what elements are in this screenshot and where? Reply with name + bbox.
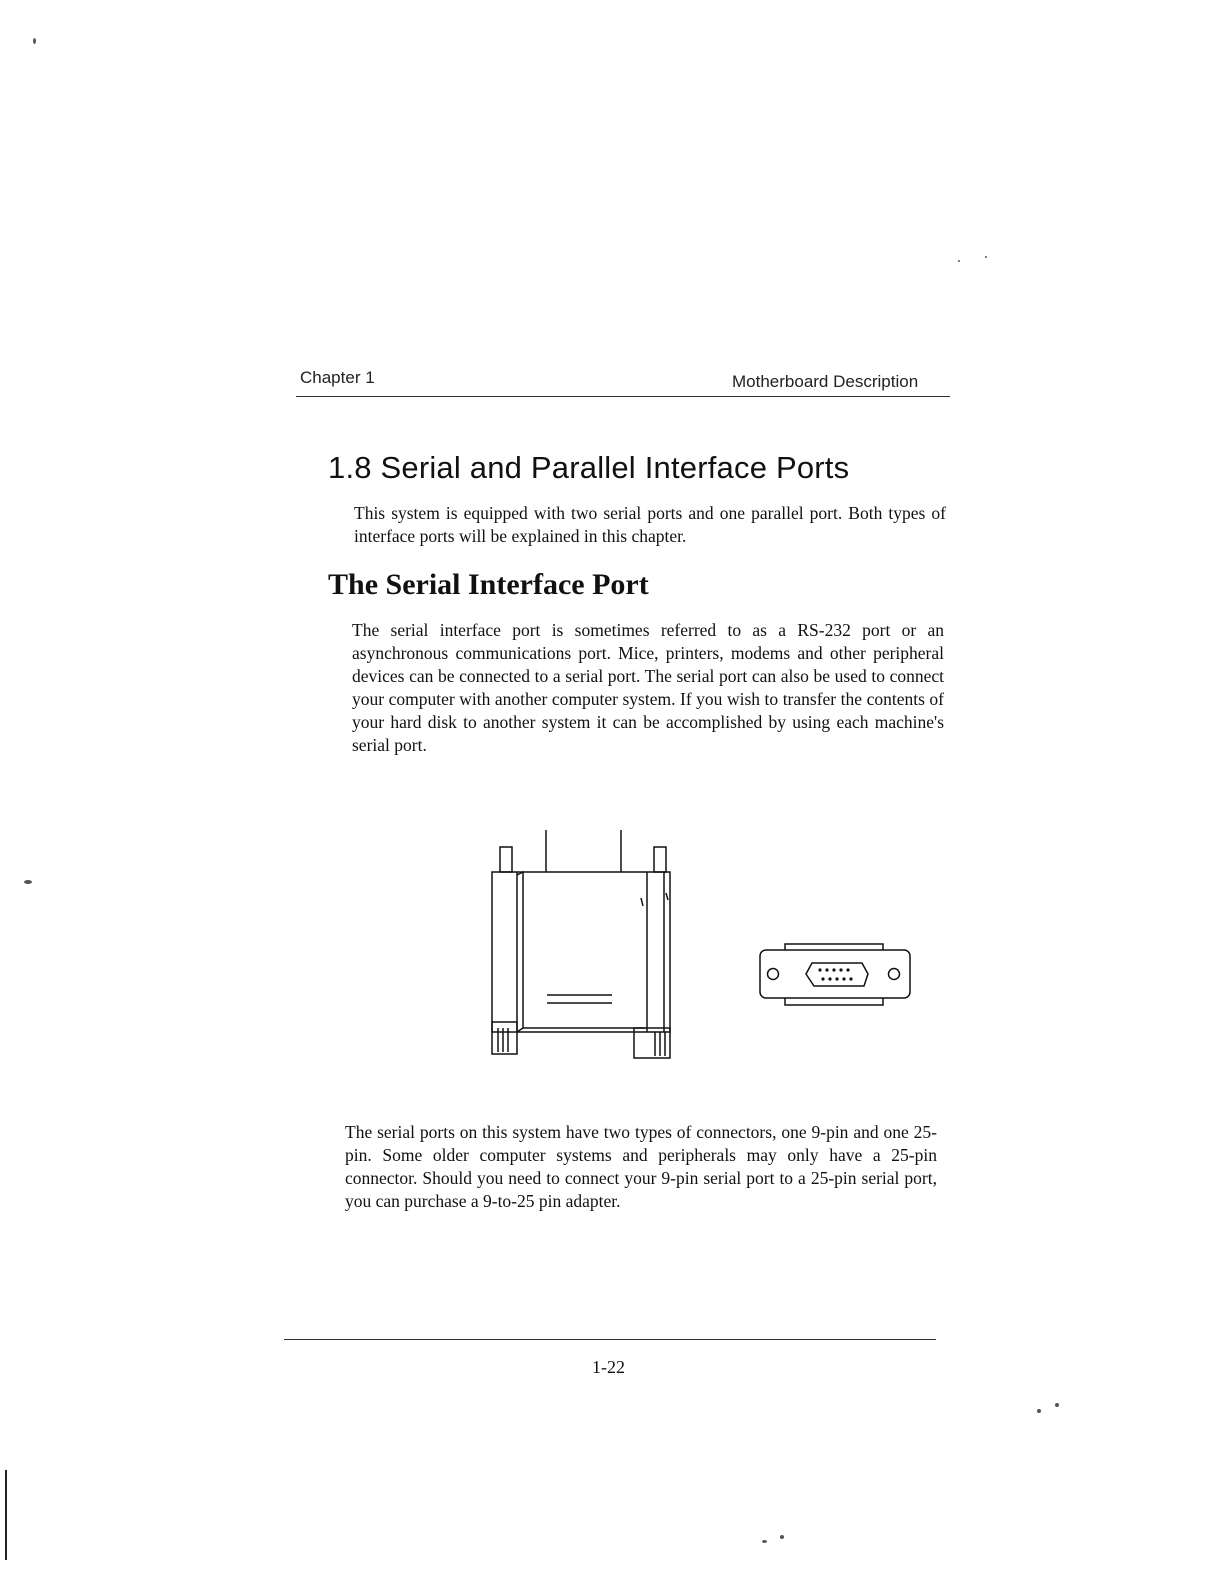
- footer-rule: [284, 1339, 936, 1340]
- running-header-chapter: Chapter 1: [300, 368, 375, 387]
- serial-port-paragraph: The serial interface port is sometimes referred to as a RS-232 port or an asynchronous communications port. Mice, printers, modems and other peripheral devices can be connected to a serial port. The serial port can also be used to connect your computer with another computer system. If you wish to transfer the contents of your hard disk to another system it can be accomplished by using each machine's serial port.: [352, 620, 944, 755]
- subsection-title: The Serial Interface Port: [328, 568, 649, 601]
- scan-speck: [1037, 1409, 1041, 1413]
- scan-speck: [1055, 1403, 1059, 1407]
- scan-speck: [780, 1535, 784, 1539]
- scan-speck: [24, 880, 32, 884]
- scan-speck: [33, 38, 36, 44]
- page-number: 1-22: [592, 1357, 625, 1377]
- scan-edge-line: [5, 1470, 7, 1560]
- scan-speck: [762, 1540, 767, 1543]
- intro-paragraph: This system is equipped with two serial ports and one parallel port. Both types of interface ports will be explained in this chapter.: [354, 503, 946, 546]
- scan-speck: [985, 256, 987, 258]
- section-title: 1.8 Serial and Parallel Interface Ports: [328, 450, 850, 485]
- connector-types-paragraph: The serial ports on this system have two types of connectors, one 9-pin and one 25-pin. Some older computer systems and peripherals may only have a 25-pin connector. Should you need to connect your 9-pin serial port to a 25-pin serial port, you can purchase a 9-to-25 pin adapter.: [345, 1122, 937, 1211]
- header-rule: [296, 396, 950, 397]
- running-header-section: Motherboard Description: [732, 372, 919, 391]
- scan-speck: [958, 260, 960, 262]
